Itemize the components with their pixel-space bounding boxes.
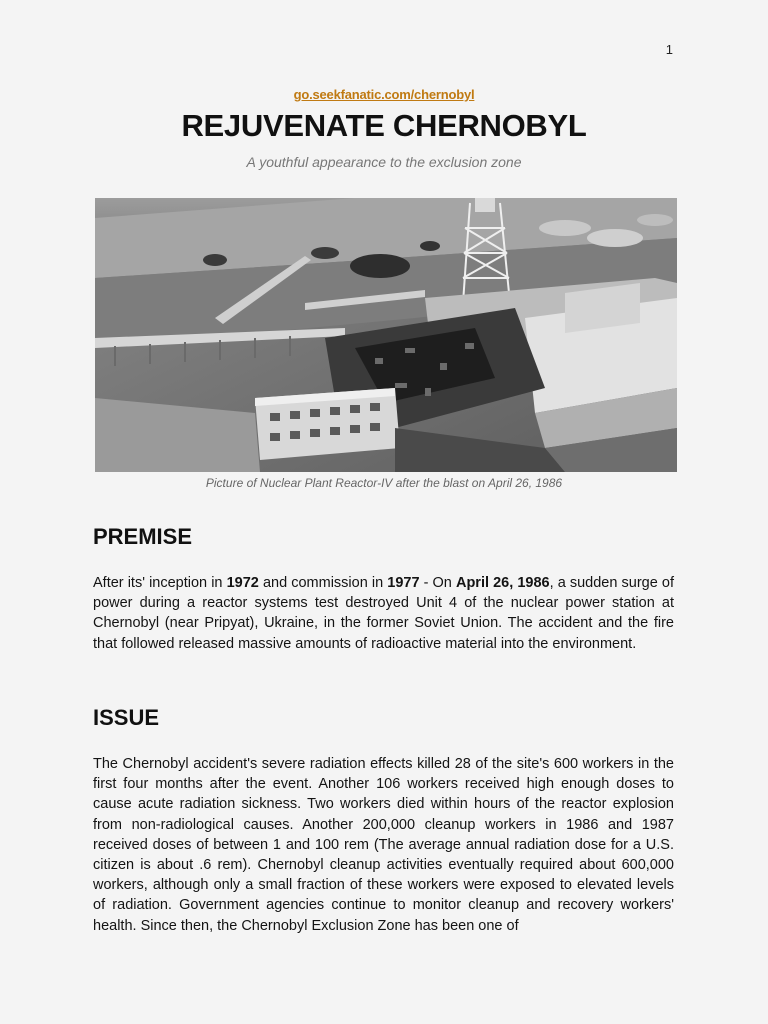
document-header xyxy=(0,86,768,170)
premise-text-segment: After its' inception in xyxy=(93,575,227,591)
issue-paragraph: The Chernobyl accident's severe radiation effects killed 28 of the site's 600 workers in the first four months after the event. Another 106 workers received high enough doses to cause acute radiation sickness. Two workers died within hours of the reactor explosion from non-radiological causes. Another 200,000 cleanup workers in 1986 and 1987 received doses of between 1 and 100 rem (The average annual radiation dose for a U.S. citizen is about .6 rem). Chernobyl cleanup activities eventually required about 600,000 workers, although only a small fraction of these workers were exposed to elevated levels of radiation. Government agencies continue to monitor cleanup and recovery workers' health. Since then, the Chernobyl Exclusion Zone has been one of xyxy=(93,756,674,934)
premise-year-inception: 1972 xyxy=(226,575,259,591)
issue-heading: ISSUE xyxy=(93,705,160,730)
premise-heading: PREMISE xyxy=(93,524,193,549)
premise-text-segment: , a sudden surge of power during a reactor systems test destroyed Unit 4 of the nuclear power station at Chernobyl (near Pripyat), Ukraine, in the former Soviet Union. The accident and the fire that followed released massive amounts of radioactive material into the environment. xyxy=(93,575,674,652)
document-subtitle: A youthful appearance to the exclusion zone xyxy=(246,154,522,170)
photo-caption: Picture of Nuclear Plant Reactor-IV after the blast on April 26, 1986 xyxy=(205,476,563,490)
page-number: 1 xyxy=(665,42,673,57)
source-link[interactable]: go.seekfanatic.com/chernobyl xyxy=(293,87,475,102)
reactor-photo xyxy=(95,198,677,472)
premise-accident-date: April 26, 1986 xyxy=(455,575,550,591)
premise-year-commission: 1977 xyxy=(387,575,420,591)
premise-text-segment: and commission in xyxy=(258,575,388,591)
document-title: REJUVENATE CHERNOBYL xyxy=(181,108,587,143)
premise-paragraph xyxy=(93,573,674,654)
premise-text-segment: - On xyxy=(419,575,456,591)
